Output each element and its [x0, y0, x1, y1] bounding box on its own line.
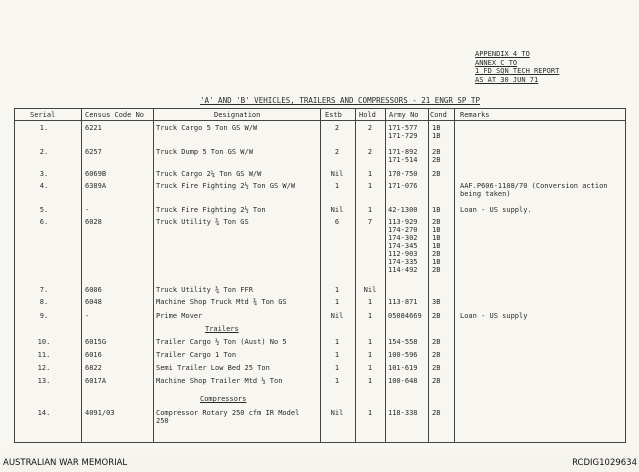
cell-cond-line: 1B — [432, 242, 441, 250]
cell-army-line: 171-729 — [388, 132, 418, 140]
cell-army — [388, 351, 418, 359]
cell-estb: 2 — [334, 124, 340, 132]
appendix-line: APPENDIX 4 TO — [475, 50, 530, 58]
cell-army — [388, 338, 418, 346]
cell-army-line: 174-270 — [388, 226, 418, 234]
appendix-line: 1 FD SQN TECH REPORT — [475, 67, 560, 75]
cell-army-line: 100-648 — [388, 377, 418, 385]
cell-remarks: Loan - US supply. — [460, 206, 532, 214]
cell-serial: 14. — [37, 409, 51, 417]
cell-army-line: 42-1300 — [388, 206, 418, 214]
cell-army — [388, 206, 418, 214]
cell-cond-line: 2B — [432, 156, 441, 164]
cell-serial: 6. — [39, 218, 49, 226]
cell-army — [388, 148, 418, 164]
cell-estb: Nil — [330, 409, 344, 417]
column-divider — [428, 108, 429, 443]
cell-estb: 1 — [334, 351, 340, 359]
vehicle-table — [14, 108, 626, 443]
cell-held: Nil — [363, 286, 377, 294]
cell-army-line: 113-871 — [388, 298, 418, 306]
cell-cond-line: 2B — [432, 266, 441, 274]
cell-held: 1 — [367, 377, 373, 385]
cell-census: 6257 — [85, 148, 102, 156]
cell-cond-line: 2B — [432, 218, 441, 226]
cell-census: - — [85, 206, 90, 214]
cell-cond — [432, 170, 440, 178]
header-serial: Serial — [30, 111, 56, 119]
cell-army — [388, 312, 422, 320]
column-divider — [355, 108, 356, 443]
cell-remarks: Loan - US supply — [460, 312, 528, 320]
cell-serial: 9. — [39, 312, 49, 320]
cell-cond — [432, 312, 440, 320]
cell-serial: 12. — [37, 364, 51, 372]
cell-estb: Nil — [330, 170, 344, 178]
cell-army-line: 171-577 — [388, 124, 418, 132]
cell-cond-line: 2B — [432, 351, 441, 359]
cell-designation: Truck Cargo 2¼ Ton GS W/W — [156, 170, 262, 178]
cell-serial: 2. — [39, 148, 49, 156]
cell-army-line: 154-558 — [388, 338, 418, 346]
cell-cond — [432, 124, 440, 140]
cell-army-line: 174-302 — [388, 234, 418, 242]
cell-army — [388, 377, 418, 385]
cell-serial: 8. — [39, 298, 49, 306]
cell-cond-line: 1B — [432, 258, 441, 266]
cell-army-line: 112-903 — [388, 250, 418, 258]
cell-census: 6069B — [85, 170, 107, 178]
cell-held: 1 — [367, 182, 373, 190]
cell-designation: Truck Cargo 5 Ton GS W/W — [156, 124, 258, 132]
cell-held: 1 — [367, 409, 373, 417]
cell-designation: Truck Fire Fighting 2½ Ton — [156, 206, 266, 214]
section-heading-trailers: Trailers — [205, 325, 239, 333]
cell-cond-line: 2B — [432, 250, 441, 258]
cell-census: 6822 — [85, 364, 102, 372]
cell-held: 7 — [367, 218, 373, 226]
cell-cond-line: 2B — [432, 364, 441, 372]
cell-remarks: AAF.P606-1108/70 (Conversion action being taken) — [460, 182, 608, 198]
cell-held: 1 — [367, 312, 373, 320]
cell-cond — [432, 409, 440, 417]
cell-held: 1 — [367, 206, 373, 214]
cell-designation: Semi Trailer Low Bed 25 Ton — [156, 364, 270, 372]
cell-designation: Trailer Cargo 1 Ton — [156, 351, 237, 359]
cell-cond — [432, 338, 440, 346]
cell-serial: 4. — [39, 182, 49, 190]
cell-army-line: 05084669 — [388, 312, 422, 320]
section-heading-compressors: Compressors — [200, 395, 247, 403]
appendix-line: ANNEX C TO — [475, 58, 518, 67]
cell-census: - — [85, 312, 90, 320]
cell-estb: 1 — [334, 286, 340, 294]
cell-held: 2 — [367, 124, 373, 132]
cell-army — [388, 364, 418, 372]
cell-army — [388, 124, 418, 140]
column-divider — [320, 108, 321, 443]
header-estb: Estb — [325, 111, 342, 119]
cell-designation: Prime Mover — [156, 312, 203, 320]
cell-serial: 7. — [39, 286, 49, 294]
cell-cond — [432, 298, 440, 306]
cell-cond — [432, 377, 440, 385]
cell-census: 6015G — [85, 338, 107, 346]
cell-estb: 1 — [334, 377, 340, 385]
cell-cond-line: 2B — [432, 148, 441, 156]
cell-serial: 11. — [37, 351, 51, 359]
cell-army — [388, 218, 418, 274]
cell-army-line: 114-492 — [388, 266, 418, 274]
cell-held: 1 — [367, 170, 373, 178]
cell-army-line: 170-750 — [388, 170, 418, 178]
cell-held: 1 — [367, 338, 373, 346]
table-title: 'A' AND 'B' VEHICLES, TRAILERS AND COMPRESSORS - 21 ENGR SP TP — [200, 96, 480, 105]
header-held: Hold — [359, 111, 376, 119]
cell-estb: 1 — [334, 298, 340, 306]
cell-designation: Machine Shop Truck Mtd ¾ Ton GS — [156, 298, 287, 306]
cell-designation: Truck Utility ¾ Ton FFR — [156, 286, 253, 294]
cell-cond-line: 2B — [432, 409, 441, 417]
cell-serial: 1. — [39, 124, 49, 132]
cell-army-line: 101-619 — [388, 364, 418, 372]
cell-army — [388, 298, 418, 306]
cell-designation: Machine Shop Trailer Mtd ½ Ton — [156, 377, 283, 385]
cell-census: 6389A — [85, 182, 107, 190]
header-army: Army No — [389, 111, 419, 119]
cell-cond — [432, 351, 440, 359]
column-divider — [625, 108, 626, 443]
column-divider — [81, 108, 82, 443]
cell-serial: 13. — [37, 377, 51, 385]
cell-estb: Nil — [330, 312, 344, 320]
header-designation: Designation — [214, 111, 261, 119]
cell-army-line: 171-892 — [388, 148, 418, 156]
cell-serial: 3. — [39, 170, 49, 178]
cell-estb: 6 — [334, 218, 340, 226]
cell-estb: 2 — [334, 148, 340, 156]
cell-held: 1 — [367, 298, 373, 306]
column-divider — [454, 108, 455, 443]
cell-army-line: 118-338 — [388, 409, 418, 417]
cell-cond-line: 2B — [432, 338, 441, 346]
cell-cond-line: 1B — [432, 226, 441, 234]
cell-census: 6028 — [85, 218, 102, 226]
header-census: Census Code No — [85, 111, 145, 119]
cell-army-line: 100-596 — [388, 351, 418, 359]
column-divider — [385, 108, 386, 443]
cell-held: 1 — [367, 351, 373, 359]
header-remarks: Remarks — [460, 111, 490, 119]
cell-census: 4091/03 — [85, 409, 115, 417]
header-cond: Cond — [430, 111, 447, 119]
cell-cond-line: 2B — [432, 170, 441, 178]
cell-cond-line: 1B — [432, 132, 441, 140]
cell-cond — [432, 206, 440, 214]
cell-army-line: 113-929 — [388, 218, 418, 226]
cell-estb: Nil — [330, 206, 344, 214]
cell-census: 6017A — [85, 377, 107, 385]
cell-held: 1 — [367, 364, 373, 372]
cell-census: 6221 — [85, 124, 102, 132]
cell-designation: Truck Dump 5 Ton GS W/W — [156, 148, 253, 156]
cell-designation: Compressor Rotary 250 cfm IR Model 250 — [156, 409, 300, 425]
cell-army-line: 174-335 — [388, 258, 418, 266]
cell-held: 2 — [367, 148, 373, 156]
cell-census: 6048 — [85, 298, 102, 306]
cell-cond-line: 2B — [432, 312, 441, 320]
cell-cond-line: 1B — [432, 234, 441, 242]
cell-designation: Truck Fire Fighting 2½ Ton GS W/W — [156, 182, 296, 190]
cell-census: 6016 — [85, 351, 102, 359]
cell-cond-line: 2B — [432, 377, 441, 385]
column-divider — [14, 108, 15, 443]
cell-army-line: 171-514 — [388, 156, 418, 164]
cell-cond-line: 1B — [432, 124, 441, 132]
cell-army — [388, 182, 418, 190]
cell-census: 6006 — [85, 286, 102, 294]
cell-cond — [432, 148, 440, 164]
footer-source: AUSTRALIAN WAR MEMORIAL — [3, 458, 128, 468]
appendix-line: AS AT 30 JUN 71 — [475, 75, 539, 84]
cell-designation: Trailer Cargo ½ Ton (Aust) No 5 — [156, 338, 287, 346]
cell-cond-line: 3B — [432, 298, 441, 306]
cell-cond-line: 1B — [432, 206, 441, 214]
cell-cond — [432, 218, 440, 274]
cell-cond — [432, 364, 440, 372]
cell-serial: 10. — [37, 338, 51, 346]
cell-army-line: 174-345 — [388, 242, 418, 250]
footer-id: RCDIG1029634 — [572, 458, 637, 468]
cell-army-line: 171-076 — [388, 182, 418, 190]
cell-estb: 1 — [334, 182, 340, 190]
cell-army — [388, 170, 418, 178]
cell-serial: 5. — [39, 206, 49, 214]
column-divider — [153, 108, 154, 443]
appendix-reference — [475, 50, 559, 84]
cell-estb: 1 — [334, 364, 340, 372]
cell-estb: 1 — [334, 338, 340, 346]
cell-designation: Truck Utility ¾ Ton GS — [156, 218, 249, 226]
cell-army — [388, 409, 418, 417]
